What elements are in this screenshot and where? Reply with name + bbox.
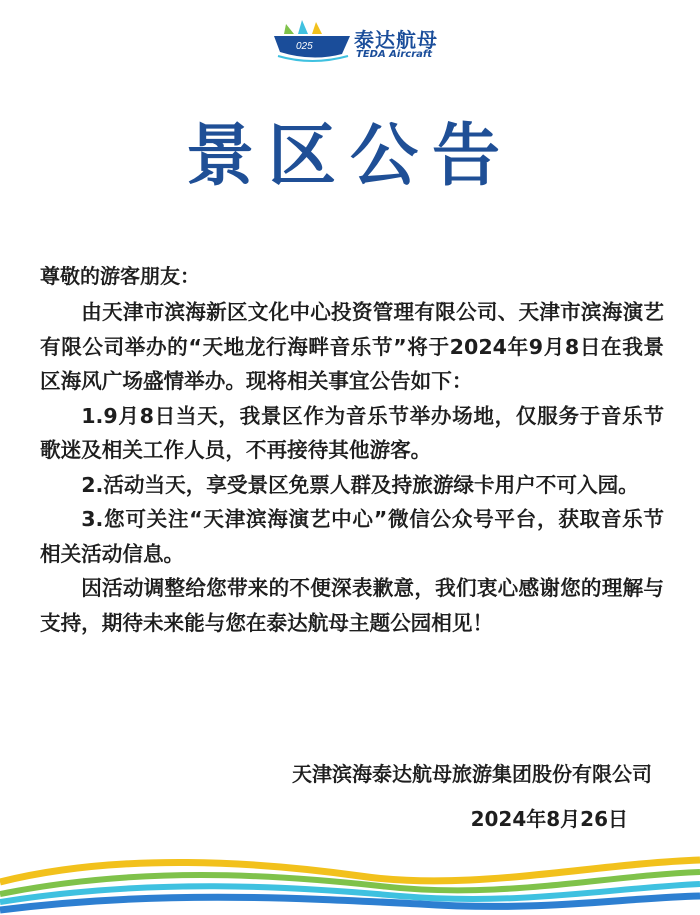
aircraft-carrier-icon	[272, 18, 352, 68]
paragraph-item-3: 3.您可关注“天津滨海演艺中心”微信公众号平台，获取音乐节相关活动信息。	[40, 507, 664, 566]
decorative-waves	[0, 842, 700, 915]
teda-aircraft-logo	[272, 18, 462, 68]
logo-name: 泰达航母	[354, 28, 438, 52]
notice-date: 2024年8月26日	[470, 807, 628, 831]
greeting: 尊敬的游客朋友：	[40, 264, 200, 288]
logo-badge: 025	[296, 41, 313, 52]
logo-english-name: TEDA Aircraft	[356, 49, 433, 60]
paragraph-intro: 由天津市滨海新区文化中心投资管理有限公司、天津市滨海演艺有限公司举办的“天地龙行海畔音乐节”将于2024年9月8日在我景区海风广场盛情举办。现将相关事宜公告如下：	[40, 300, 664, 393]
notice-title: 景区公告	[185, 117, 514, 196]
signature: 天津滨海泰达航母旅游集团股份有限公司	[292, 762, 652, 786]
notice-body	[40, 295, 664, 640]
paragraph-item-1: 1.9月8日当天，我景区作为音乐节举办场地，仅服务于音乐节歌迷及相关工作人员，不再接待其他游客。	[40, 403, 664, 462]
paragraph-closing: 因活动调整给您带来的不便深表歉意，我们衷心感谢您的理解与支持，期待未来能与您在泰达航母主题公园相见！	[40, 576, 664, 635]
paragraph-item-2: 2.活动当天，享受景区免票人群及持旅游绿卡用户不可入园。	[81, 472, 639, 497]
